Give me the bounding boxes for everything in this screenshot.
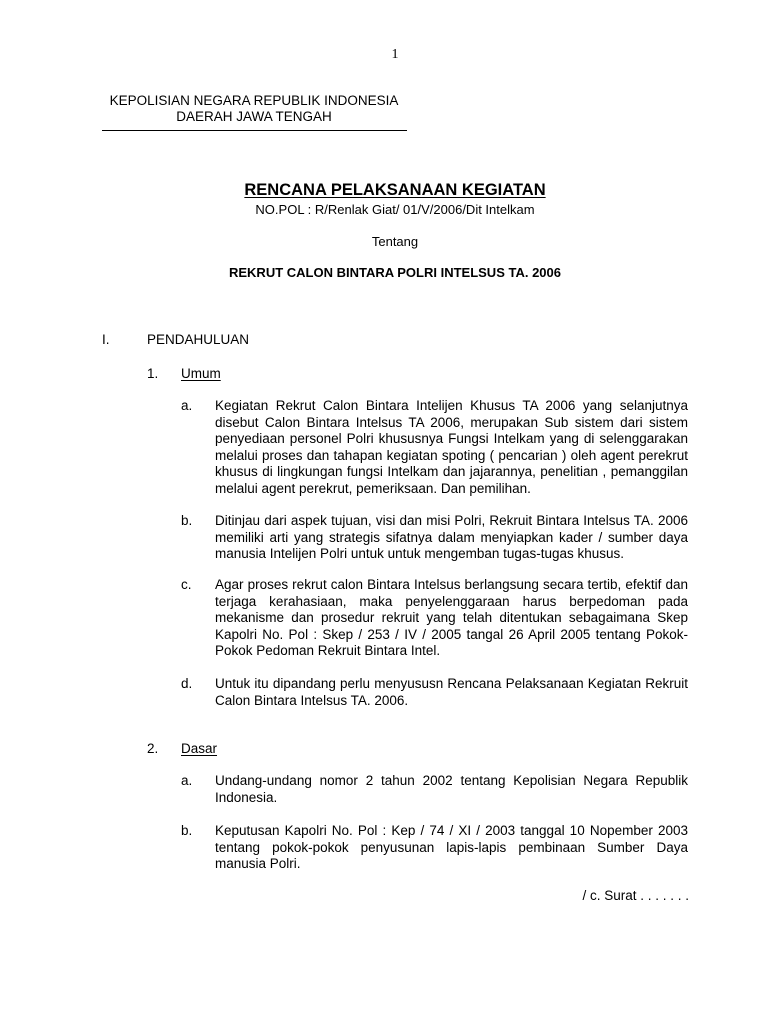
item-text: Untuk itu dipandang perlu menyususn Rencana Pelaksanaan Kegiatan Rekruit Calon Bintara Intelsus TA. 2006. [215,676,688,708]
item-letter: c. [181,577,192,592]
document-about: Tentang [371,234,419,249]
item-text: Undang-undang nomor 2 tahun 2002 tentang Kepolisian Negara Republik Indonesia. [215,773,688,805]
item-text: Agar proses rekrut calon Bintara Intelsus berlangsung secara tertib, efektif dan terjaga kerahasiaan, maka penyelenggaraan harus berpedoman pada mekanisme dan prosedur rekruit yang telah ditentukan sebagaimana Skep Kapolri No. Pol : Skep / 253 / IV / 2005 tangal 26 April 2005 tentang Pokok-Pokok Pedoman Rekruit Bintara Intel. [215,577,688,658]
item-letter: d. [181,676,193,691]
agency-header [102,93,406,125]
header-divider [102,130,407,131]
item-text: Keputusan Kapolri No. Pol : Kep / 74 / XI / 2003 tanggal 10 Nopember 2003 tentang pokok-pokok penyusunan lapis-lapis pembinaan Sumber Daya manusia Polri. [215,823,688,871]
subsection-number: 2. [147,741,159,756]
document-subject: REKRUT CALON BINTARA POLRI INTELSUS TA. 2006 [228,265,561,280]
document-number: NO.POL : R/Renlak Giat/ 01/V/2006/Dit Intelkam [255,202,535,217]
section-title: PENDAHULUAN [147,332,250,347]
subsection-number: 1. [147,366,159,381]
item-letter: b. [181,823,193,838]
agency-line-1: KEPOLISIAN NEGARA REPUBLIK INDONESIA [109,93,399,108]
item-text: Ditinjau dari aspek tujuan, visi dan misi Polri, Rekruit Bintara Intelsus TA. 2006 memiliki arti yang strategis sifatnya dalam menyiapkan kader / sumber daya manusia Intelijen Polri untuk untuk mengemban tugas-tugas khusus. [215,513,688,561]
item-letter: b. [181,513,193,528]
subsection-title: Dasar [181,741,218,756]
continuation-marker: / c. Surat . . . . . . . [582,888,689,903]
document-title: RENCANA PELAKSANAAN KEGIATAN [244,181,546,199]
subsection-title: Umum [181,366,221,381]
item-letter: a. [181,773,193,788]
item-text: Kegiatan Rekrut Calon Bintara Intelijen Khusus TA 2006 yang selanjutnya disebut Calon Bintara Intelsus TA 2006, merupakan Sub sistem dari sistem penyediaan personel Polri khususnya Fungsi Intelkam yang di selenggarakan melalui proses dan tahapan kegiatan spoting ( pencarian ) oleh agent perekrut khusus di lingkungan fungsi Intelkam dan jajarannya, penelitian , pemanggilan melalui agent perekrut, pemeriksaan. Dan pemilihan. [215,398,688,496]
item-letter: a. [181,398,193,413]
page-number: 1 [391,47,399,62]
agency-line-2: DAERAH JAWA TENGAH [176,109,332,124]
section-number: I. [102,332,110,347]
